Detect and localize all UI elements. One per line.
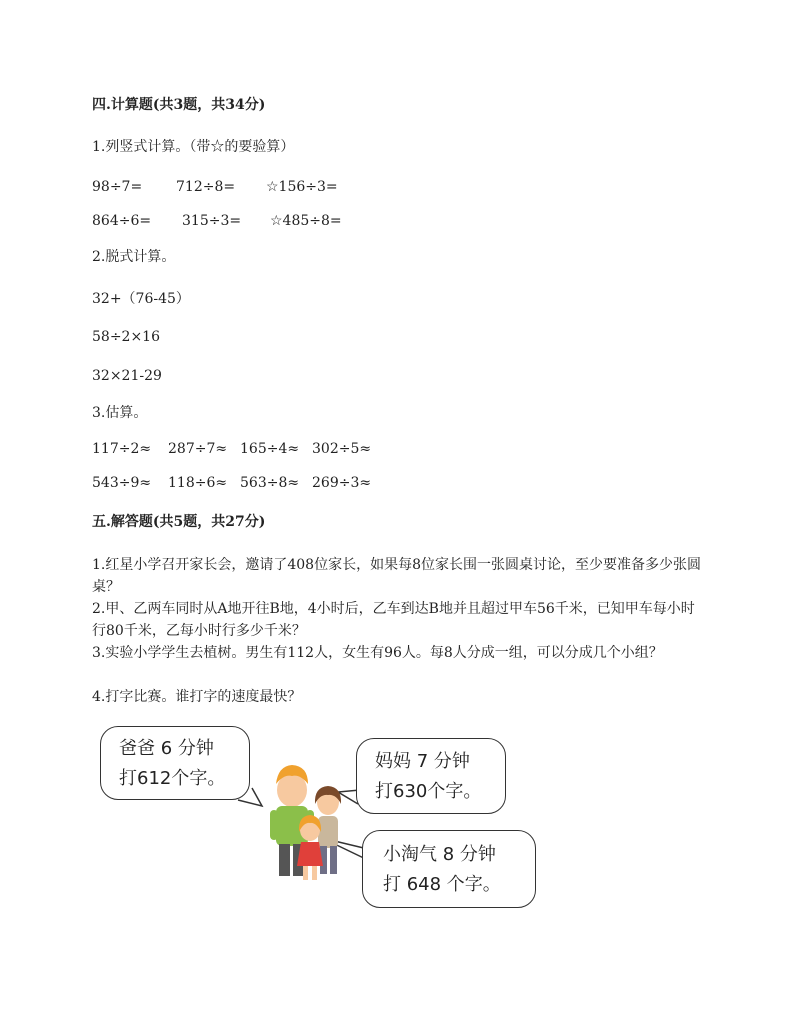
question-3-title: 3.估算。	[92, 405, 148, 421]
bubble-line: 妈妈 7 分钟	[375, 751, 470, 772]
expr-item: 32+（76-45）	[92, 291, 190, 307]
bubble-line: 打 648 个字。	[383, 874, 501, 895]
bubble-line: 爸爸 6 分钟	[119, 738, 214, 759]
question-2-title: 2.脱式计算。	[92, 249, 176, 265]
dad-speech-bubble	[100, 726, 250, 800]
word-problem-3: 3.实验小学学生去植树。男生有112人，女生有96人。每8人分成一组，可以分成几个小组？	[92, 645, 663, 661]
bubble-line: 打612个字。	[119, 768, 226, 789]
expr-item: 58÷2×16	[92, 329, 160, 345]
estimate-item: 269÷3≈	[312, 475, 372, 491]
section-5-heading: 五.解答题(共5题，共27分)	[92, 514, 266, 530]
estimate-item: 563÷8≈	[240, 475, 300, 491]
bubble-line: 打630个字。	[375, 781, 482, 802]
estimate-item: 165÷4≈	[240, 441, 300, 457]
mom-speech-bubble	[356, 738, 506, 814]
bubble-line: 小淘气 8 分钟	[383, 844, 496, 865]
calc-item: ☆485÷8=	[270, 213, 342, 229]
word-problem-4: 4.打字比赛。谁打字的速度最快？	[92, 689, 302, 705]
calc-item: ☆156÷3=	[266, 179, 338, 195]
section-4-heading: 四.计算题(共3题，共34分)	[92, 97, 266, 113]
estimate-item: 118÷6≈	[168, 475, 228, 491]
word-problem-2: 2.甲、乙两车同时从A地开往B地，4小时后，乙车到达B地并且超过甲车56千米，已知甲车每小时行80千米，乙每小时行多少千米？	[92, 601, 695, 639]
word-problem-1: 1.红星小学召开家长会，邀请了408位家长，如果每8位家长围一张圆桌讨论，至少要准备多少张圆桌？	[92, 557, 701, 595]
question-1-title: 1.列竖式计算。（带☆的要验算）	[92, 139, 295, 155]
calc-item: 712÷8=	[176, 179, 236, 195]
estimate-item: 287÷7≈	[168, 441, 228, 457]
calc-item: 864÷6=	[92, 213, 152, 229]
calc-item: 98÷7=	[92, 179, 143, 195]
estimate-item: 543÷9≈	[92, 475, 152, 491]
estimate-item: 117÷2≈	[92, 441, 152, 457]
calc-item: 315÷3=	[182, 213, 242, 229]
expr-item: 32×21-29	[92, 368, 162, 384]
estimate-item: 302÷5≈	[312, 441, 372, 457]
kid-speech-bubble	[362, 830, 536, 908]
